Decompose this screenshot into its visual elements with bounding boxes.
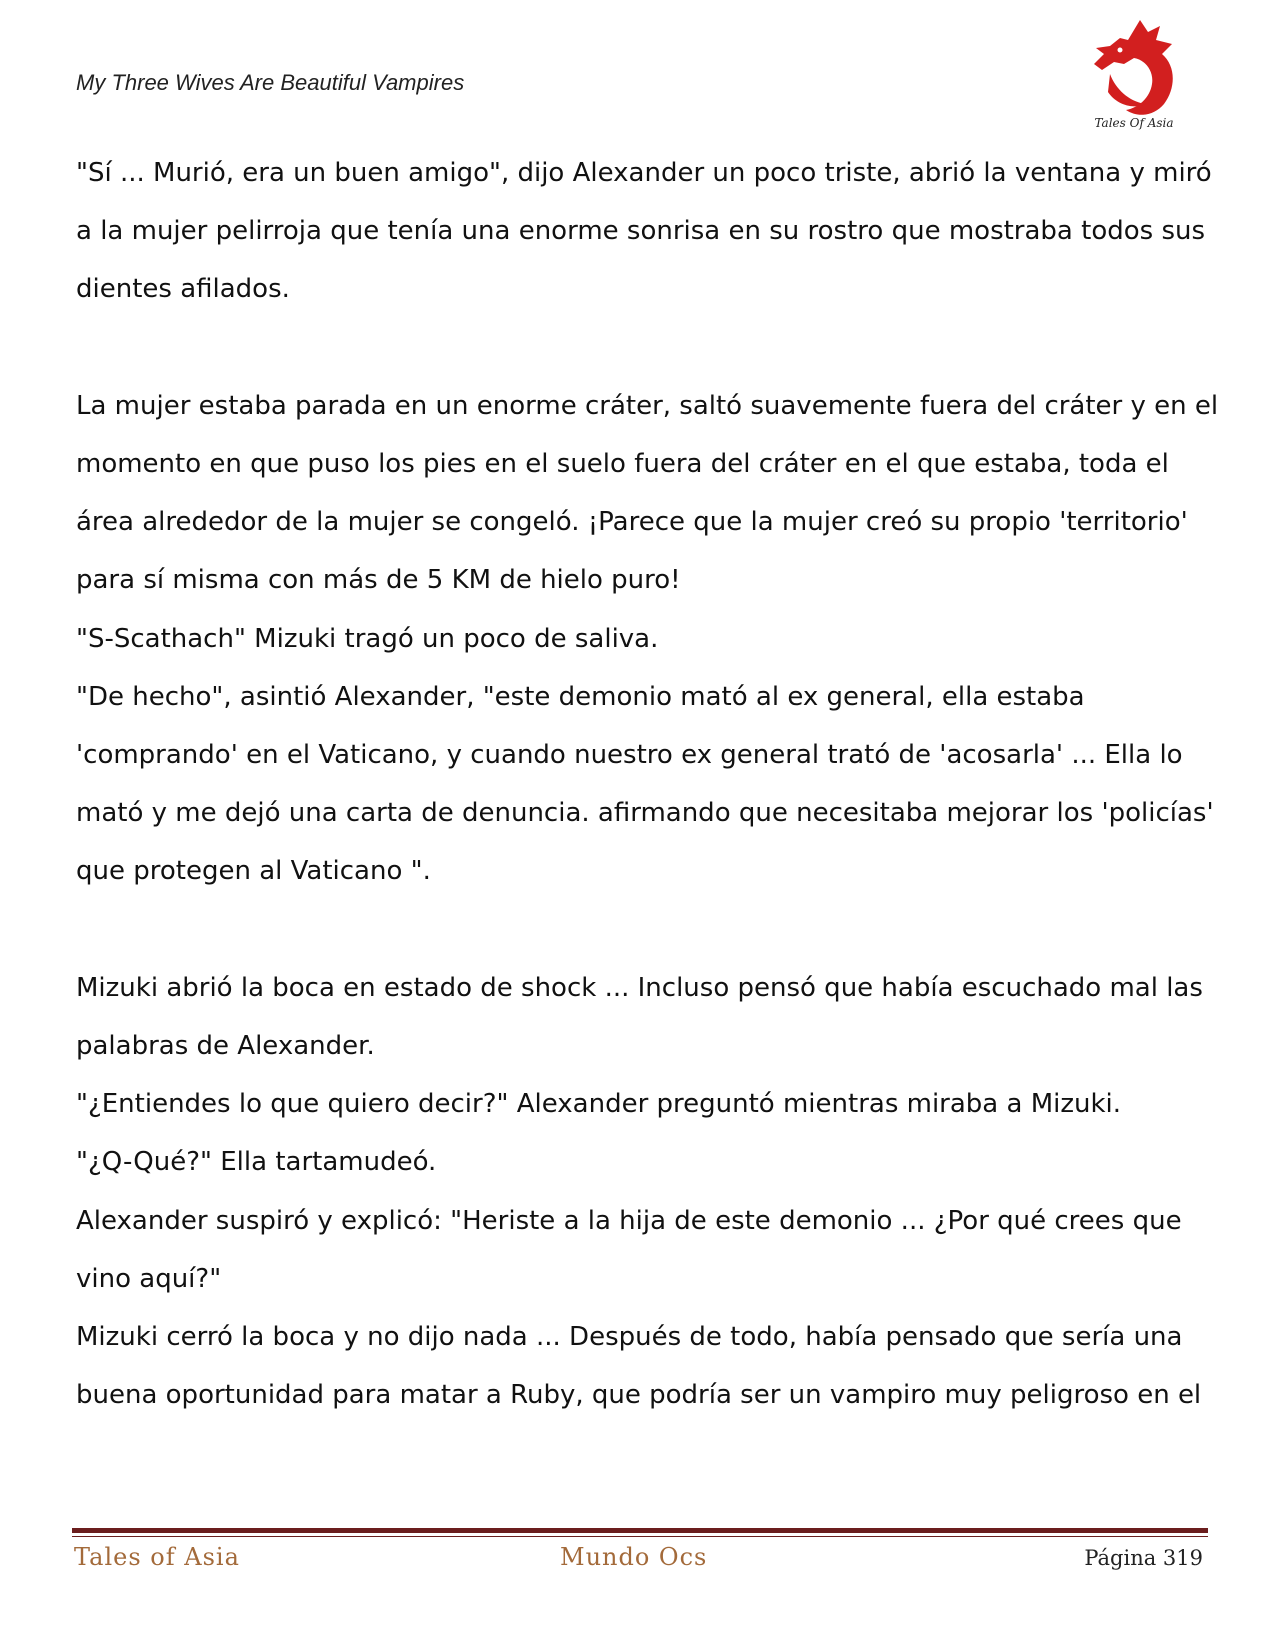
book-title: My Three Wives Are Beautiful Vampires [76,70,465,95]
text-line: 'comprando' en el Vaticano, y cuando nuestro ex general trató de 'acosarla' ... Ella lo [76,740,1183,771]
page-number: Página 319 [1084,1546,1203,1570]
text-line: Alexander suspiró y explicó: "Heriste a la hija de este demonio ... ¿Por qué crees que [76,1205,1182,1236]
text-line: palabras de Alexander. [76,1031,375,1062]
text-line: que protegen al Vaticano ". [76,856,431,887]
text-line: "¿Q-Qué?" Ella tartamudeó. [76,1147,437,1178]
blank-line [76,901,1206,959]
text-line: Mizuki cerró la boca y no dijo nada ... Después de todo, había pensado que sería una [76,1322,1183,1353]
text-line: "De hecho", asintió Alexander, "este demonio mató al ex general, ella estaba [76,681,1085,712]
footer-group-name: Mundo Ocs [560,1543,708,1571]
footer-divider-thick [72,1528,1208,1533]
text-line: dientes afilados. [76,274,290,305]
text-line: momento en que puso los pies en el suelo fuera del cráter en el que estaba, toda el [76,449,1169,479]
text-line: "S-Scathach" Mizuki tragó un poco de saliva. [76,623,659,654]
text-line: "Sí ... Murió, era un buen amigo", dijo Alexander un poco triste, abrió la ventana y miró [76,158,1212,188]
text-line: área alrededor de la mujer se congeló. ¡Parece que la mujer creó su propio 'territorio' [76,507,1188,538]
footer-site-name: Tales of Asia [74,1543,240,1571]
text-line: vino aquí?" [76,1263,222,1294]
text-line: "¿Entiendes lo que quiero decir?" Alexander preguntó mientras miraba a Mizuki. [76,1089,1122,1120]
text-line: Mizuki abrió la boca en estado de shock ... Incluso pensó que había escuchado mal las [76,972,1203,1003]
blank-line [76,319,1206,377]
text-line: para sí misma con más de 5 KM de hielo puro! [76,565,681,596]
text-line: La mujer estaba parada en un enorme cráter, saltó suavemente fuera del cráter y en el [76,390,1219,421]
footer-divider-thin [72,1536,1208,1537]
chapter-body [76,144,1219,1424]
text-line: buena oportunidad para matar a Ruby, que podría ser un vampiro muy peligroso en el [76,1380,1202,1411]
text-line: mató y me dejó una carta de denuncia. afirmando que necesitaba mejorar los 'policías' [76,798,1214,829]
logo-caption: Tales Of Asia [1094,116,1174,130]
text-line: a la mujer pelirroja que tenía una enorme sonrisa en su rostro que mostraba todos sus [76,216,1206,247]
